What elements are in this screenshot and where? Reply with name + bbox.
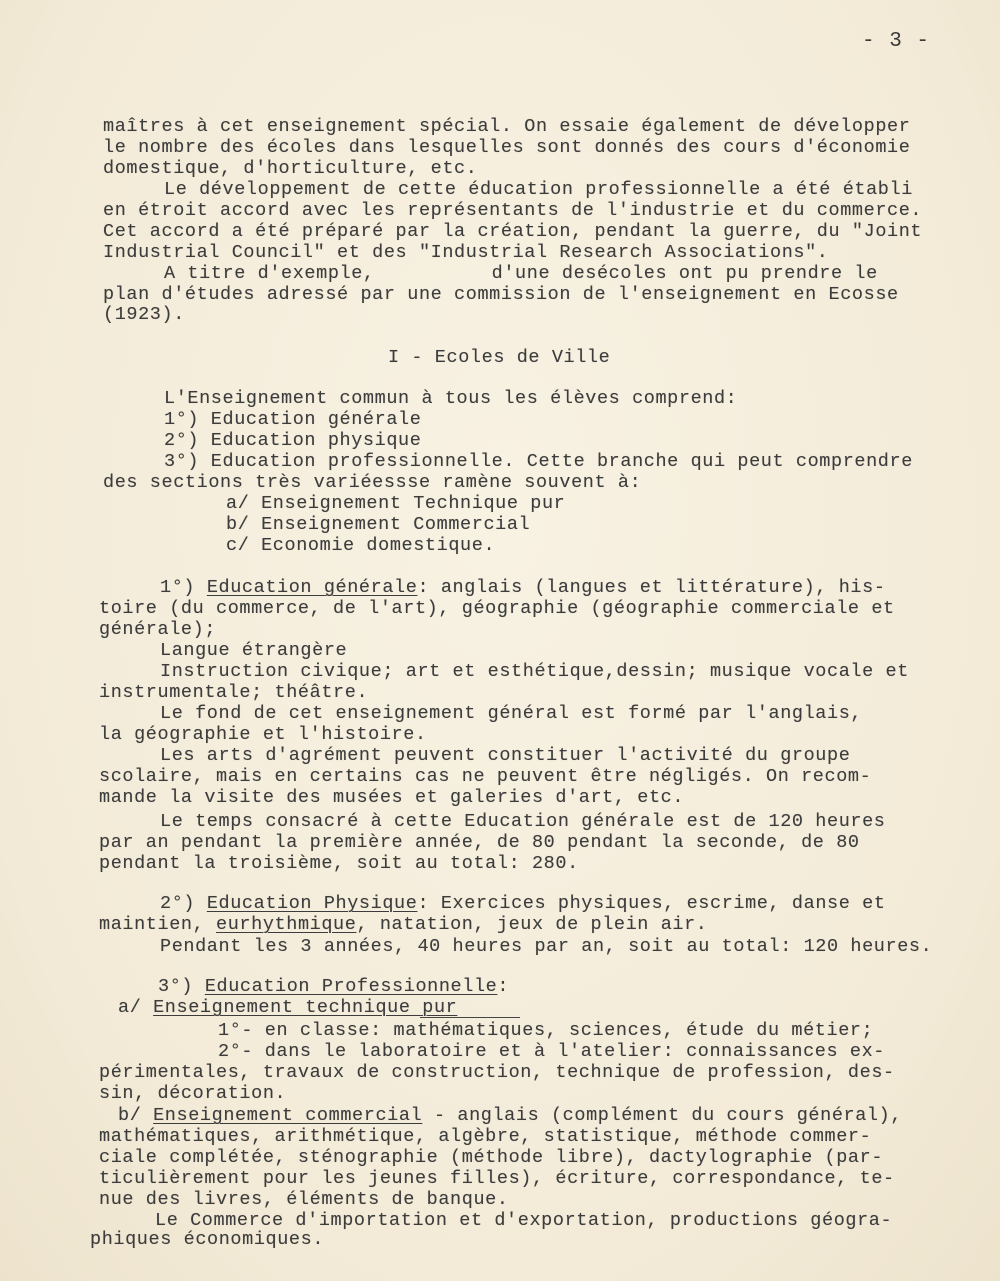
text-line: la géographie et l'histoire. xyxy=(99,724,427,745)
item-number: 3°) xyxy=(158,976,205,997)
text-fragment: : xyxy=(497,976,510,997)
subheading-education-physique: Education Physique xyxy=(206,893,418,914)
page-number: - 3 - xyxy=(862,30,931,53)
text-line: Le Commerce d'importation et d'exportation, productions géogra- xyxy=(155,1210,893,1231)
text-line: Pendant les 3 années, 40 heures par an, soit au total: 120 heures. xyxy=(160,936,933,957)
text-line xyxy=(99,914,708,936)
text-line: scolaire, mais en certains cas ne peuvent être négligés. On recom- xyxy=(99,766,872,787)
text-line: par an pendant la première année, de 80 pendant la seconde, de 80 xyxy=(99,832,860,853)
text-fragment: maintien, xyxy=(99,914,217,935)
text-fragment: : anglais (langues et littérature), his- xyxy=(417,577,886,598)
text-line: pendant la troisième, soit au total: 280. xyxy=(99,853,579,874)
text-line xyxy=(118,1105,902,1127)
text-line: A titre d'exemple, d'une desécoles ont pu prendre le xyxy=(164,263,878,284)
section-heading: I - Ecoles de Ville xyxy=(388,347,611,368)
subheading-education-professionnelle: Education Professionnelle xyxy=(204,976,498,997)
underlined-term: eurhythmique xyxy=(216,914,357,935)
list-item: 1°- en classe: mathématiques, sciences, étude du métier; xyxy=(218,1020,874,1041)
text-fragment: : Exercices physiques, escrime, danse et xyxy=(417,893,886,914)
list-item: 1°) Education générale xyxy=(164,409,422,430)
text-line: ciale complétée, sténographie (méthode libre), dactylographie (par- xyxy=(99,1147,884,1168)
text-line: Instruction civique; art et esthétique,dessin; musique vocale et xyxy=(160,661,909,682)
text-fragment: - anglais (complément du cours général), xyxy=(422,1105,903,1126)
item-letter: b/ xyxy=(118,1105,154,1126)
text-line: Langue étrangère xyxy=(160,640,348,661)
list-item: a/ Enseignement Technique pur xyxy=(226,493,566,514)
item-number: 1°) xyxy=(160,577,207,598)
subheading-education-generale: Education générale xyxy=(206,577,418,598)
list-item: 3°) Education professionnelle. Cette branche qui peut comprendre xyxy=(164,451,913,472)
text-line: L'Enseignement commun à tous les élèves comprend: xyxy=(164,388,738,409)
text-line xyxy=(160,893,886,915)
text-line: ticulièrement pour les jeunes filles), écriture, correspondance, te- xyxy=(99,1168,895,1189)
text-line: périmentales, travaux de construction, technique de profession, des- xyxy=(99,1062,895,1083)
list-item: b/ Enseignement Commercial xyxy=(226,514,531,535)
item-letter: a/ xyxy=(118,997,154,1018)
text-fragment: , natation, jeux de plein air. xyxy=(356,914,708,935)
text-line: Cet accord a été préparé par la création, pendant la guerre, du "Joint xyxy=(103,221,923,242)
text-line: Industrial Council" et des "Industrial Research Associations". xyxy=(103,242,829,263)
text-line xyxy=(118,997,457,1019)
text-line: des sections très variéessse ramène souvent à: xyxy=(103,472,642,493)
subheading-enseignement-commercial: Enseignement commercial xyxy=(153,1105,423,1126)
item-number: 2°) xyxy=(160,893,207,914)
text-line xyxy=(158,976,509,998)
text-line: (1923). xyxy=(103,304,185,325)
list-item: c/ Economie domestique. xyxy=(226,535,496,556)
list-item: 2°- dans le laboratoire et à l'atelier: connaissances ex- xyxy=(218,1041,886,1062)
text-line: plan d'études adressé par une commission de l'enseignement en Ecosse xyxy=(103,284,899,305)
text-line: toire (du commerce, de l'art), géographie (géographie commerciale et xyxy=(99,598,895,619)
text-line: Le développement de cette éducation professionnelle a été établi xyxy=(164,179,913,200)
text-line: domestique, d'horticulture, etc. xyxy=(103,158,478,179)
text-line: générale); xyxy=(99,619,217,640)
text-line: Le fond de cet enseignement général est formé par l'anglais, xyxy=(160,703,863,724)
text-line: en étroit accord avec les représentants de l'industrie et du commerce. xyxy=(103,200,923,221)
text-line: nue des livres, éléments de banque. xyxy=(99,1189,509,1210)
text-line: Le temps consacré à cette Education générale est de 120 heures xyxy=(160,811,886,832)
text-line xyxy=(160,577,886,599)
text-line: sin, décoration. xyxy=(99,1083,287,1104)
text-line: maîtres à cet enseignement spécial. On essaie également de développer xyxy=(103,116,911,137)
text-line: mathématiques, arithmétique, algèbre, statistique, méthode commer- xyxy=(99,1126,872,1147)
text-line: instrumentale; théâtre. xyxy=(99,682,369,703)
text-line: le nombre des écoles dans lesquelles sont donnés des cours d'économie xyxy=(103,137,911,158)
underline-rule xyxy=(420,1017,520,1018)
text-line: Les arts d'agrément peuvent constituer l'activité du groupe xyxy=(160,745,851,766)
subheading-enseignement-technique: Enseignement technique pur xyxy=(153,997,458,1018)
text-line: mande la visite des musées et galeries d'art, etc. xyxy=(99,787,685,808)
list-item: 2°) Education physique xyxy=(164,430,422,451)
text-line: phiques économiques. xyxy=(90,1229,325,1250)
